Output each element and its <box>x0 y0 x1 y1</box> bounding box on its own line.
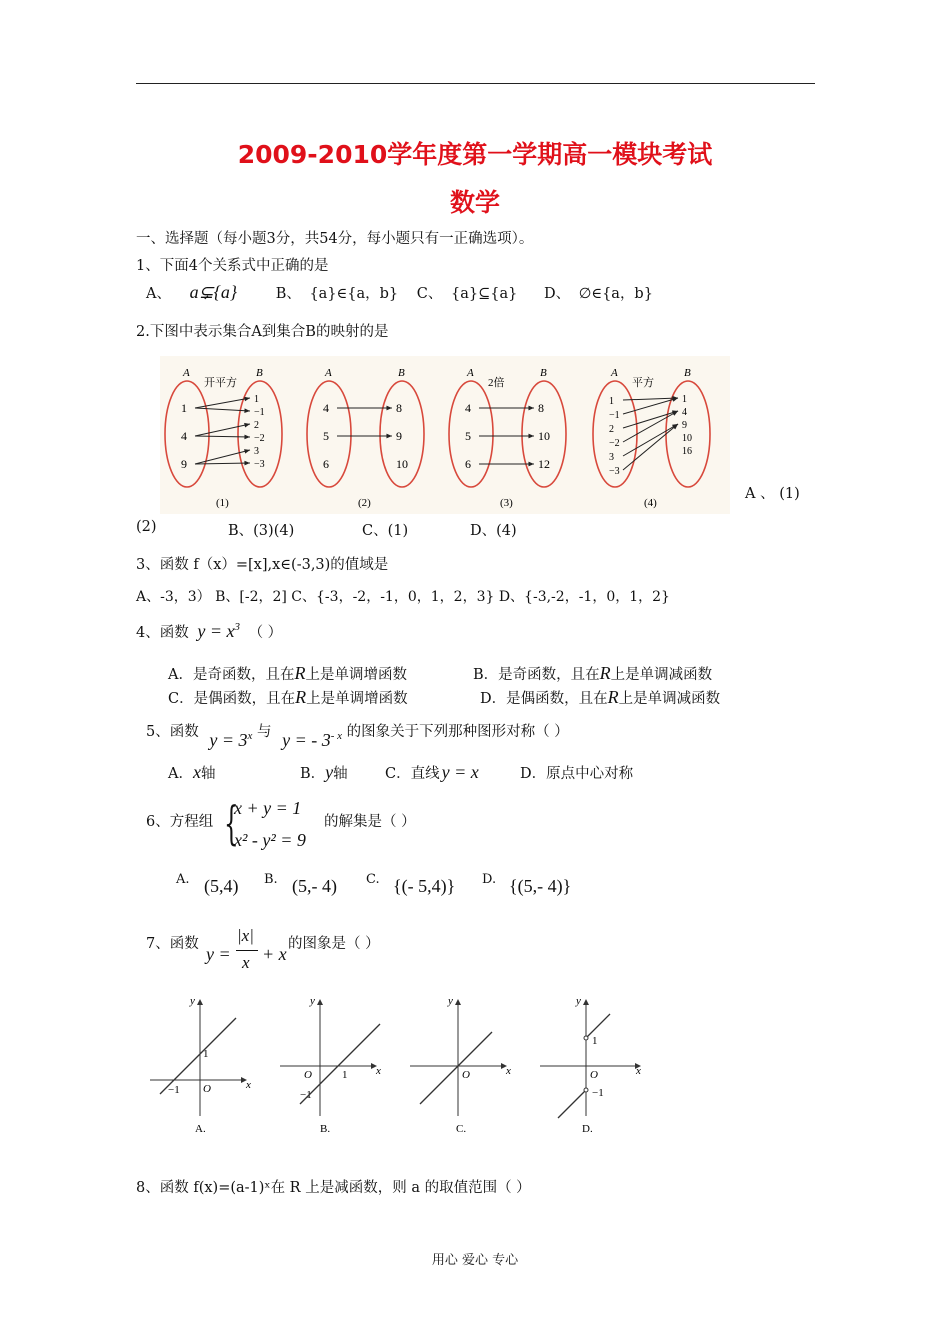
svg-text:y: y <box>576 995 581 1007</box>
set-b-element: −1 <box>254 407 265 418</box>
q4-a-text2: 上是单调增函数 <box>305 667 407 683</box>
svg-text:O: O <box>590 1069 598 1081</box>
q5-a-label: A． <box>168 766 193 782</box>
q1-c-math: {a}⊆{a} <box>451 286 518 302</box>
set-a-element: −2 <box>609 438 620 449</box>
q5-c-math: y = x <box>441 762 479 782</box>
set-a-element: 6 <box>323 457 329 471</box>
svg-text:O: O <box>304 1069 312 1081</box>
q4-d-set: R <box>607 687 619 707</box>
q4-option-d <box>480 687 720 708</box>
q4-option-b <box>473 663 712 684</box>
q4-c-text2: 上是单调增函数 <box>306 691 408 707</box>
q5-f1 <box>209 730 252 750</box>
q4-paren: （ ） <box>248 625 283 641</box>
q7-fraction-bar <box>236 950 258 951</box>
q5-f2 <box>282 730 342 750</box>
svg-text:−1: −1 <box>592 1087 604 1099</box>
q3-stem: 3、函数 f（x）=[x],x∈(-3,3)的值域是 <box>136 557 389 573</box>
q4-a-text: A．是奇函数，且在 <box>168 667 295 683</box>
q6-eq1: x + y = 1 <box>234 798 302 818</box>
svg-text:x: x <box>636 1065 641 1077</box>
exam-title: 2009-2010学年度第一学期高一模块考试 <box>237 140 713 169</box>
q4-option-a <box>168 663 407 684</box>
graph-b-caption: B. <box>320 1123 331 1135</box>
q1-c-label: C、 <box>416 286 443 302</box>
q6-stem: 6、方程组 <box>146 814 214 830</box>
q1-d-label: D、 <box>543 286 571 302</box>
svg-text:y: y <box>190 995 195 1007</box>
set-b-element: 8 <box>396 401 402 415</box>
q4-b-text2: 上是单调减函数 <box>610 667 713 683</box>
set-a-label: A <box>325 367 332 379</box>
q6-brace: { <box>224 796 239 850</box>
q1-b-math: {a}∈{a，b} <box>309 286 399 302</box>
mapping-rule: 开平方 <box>204 377 237 389</box>
exam-subject: 数学 <box>449 188 500 217</box>
q7-y: y = <box>206 944 231 964</box>
set-a-element: 2 <box>609 424 614 435</box>
q6-a-math: (5,4) <box>204 876 239 896</box>
svg-text:x: x <box>376 1065 381 1077</box>
set-b-element: 10 <box>538 429 550 443</box>
svg-text:x: x <box>246 1079 251 1091</box>
q2-option-c: C、(1) <box>362 523 409 539</box>
q2-option-d: D、(4) <box>470 523 517 539</box>
set-b-element: 8 <box>538 401 544 415</box>
set-b-element: 3 <box>254 446 259 457</box>
q5-f1-base: y = 3 <box>209 730 248 750</box>
set-a-element: 3 <box>609 452 614 463</box>
q6-eq2: x² - y² = 9 <box>234 830 306 850</box>
q6-d-label: D. <box>482 872 497 887</box>
q6-a-label: A. <box>176 872 190 887</box>
graph-a-caption: A. <box>195 1123 206 1135</box>
q5-b-math: y <box>325 762 334 782</box>
svg-text:x: x <box>506 1065 511 1077</box>
mapping-diagrams <box>160 356 730 514</box>
q4-function-exp: 3 <box>234 621 240 633</box>
diagram-caption: (4) <box>644 497 657 509</box>
q7-denominator: x <box>242 953 250 972</box>
q6-d-math: {(5,- 4)} <box>509 876 572 896</box>
set-b-element: −3 <box>254 459 265 470</box>
graph-c-caption: C. <box>456 1123 467 1135</box>
set-b-element: 1 <box>254 394 259 405</box>
q1-a-label: A、 <box>146 286 171 302</box>
diagram-caption: (1) <box>216 497 229 509</box>
svg-text:y: y <box>448 995 453 1007</box>
q4-function <box>197 621 240 641</box>
q2-stem: 2.下图中表示集合A到集合B的映射的是 <box>136 324 389 340</box>
svg-text:−1: −1 <box>300 1089 312 1101</box>
set-a-element: 5 <box>323 429 329 443</box>
set-a-label: A <box>611 367 618 379</box>
set-a-element: 4 <box>181 429 187 443</box>
svg-text:y: y <box>310 995 315 1007</box>
q1-stem: 1、下面4个关系式中正确的是 <box>136 258 329 274</box>
q6-b-label: B. <box>264 872 278 887</box>
q5-stem-text: 5、函数 <box>146 724 199 740</box>
set-b-element: 10 <box>682 433 692 444</box>
q5-option-d: D．原点中心对称 <box>520 766 634 782</box>
q4-c-set: R <box>295 687 307 707</box>
header-rule <box>136 83 815 84</box>
graph-c <box>410 995 511 1135</box>
set-b-element: 12 <box>538 457 550 471</box>
q5-b-text: 轴 <box>333 766 348 782</box>
q2-option-a: A 、 (1) <box>745 486 800 502</box>
q4-a-set: R <box>294 663 306 683</box>
set-b-element: 2 <box>254 420 259 431</box>
set-b-element: −2 <box>254 433 265 444</box>
page-footer: 用心 爱心 专心 <box>431 1253 519 1268</box>
q4-c-text: C．是偶函数，且在 <box>168 691 296 707</box>
section-heading: 一、选择题（每小题3分，共54分，每小题只有一正确选项）。 <box>136 231 534 247</box>
svg-text:1: 1 <box>203 1048 209 1060</box>
svg-text:O: O <box>203 1083 211 1095</box>
q6-c-label: C. <box>366 872 380 887</box>
mapping-rule: 2倍 <box>488 377 505 389</box>
q5-b-label: B． <box>300 766 326 782</box>
q5-a-math: x <box>192 762 201 782</box>
q2-option-a-cont: (2) <box>136 519 157 535</box>
set-b-element: 4 <box>682 407 687 418</box>
q5-with: 与 <box>256 724 272 740</box>
q8-stem: 8、函数 f(x)=(a-1)ˣ在 R 上是减函数，则 a 的取值范围（ ） <box>136 1180 531 1196</box>
svg-text:O: O <box>462 1069 470 1081</box>
diagram-caption: (2) <box>358 497 371 509</box>
set-a-element: −3 <box>609 466 620 477</box>
q7-tail: 的图象是（ ） <box>288 936 380 952</box>
set-b-label: B <box>684 367 691 379</box>
set-a-element: −1 <box>609 410 620 421</box>
q1-options <box>146 282 653 303</box>
q2-option-b: B、(3)(4) <box>228 523 295 539</box>
svg-text:1: 1 <box>592 1035 598 1047</box>
set-b-label: B <box>398 367 405 379</box>
q5-c-label: C．直线 <box>385 766 440 782</box>
q5-f2-exp: - x <box>330 730 343 742</box>
q7-numerator: |x| <box>237 926 254 945</box>
svg-text:1: 1 <box>342 1069 348 1081</box>
q4-stem <box>136 621 282 642</box>
q1-b-label: B、 <box>275 286 301 302</box>
q5-f1-exp: x <box>247 730 253 742</box>
set-b-label: B <box>256 367 263 379</box>
q4-function-base: y = x <box>197 621 235 641</box>
set-a-element: 4 <box>465 401 471 415</box>
q4-b-set: R <box>599 663 611 683</box>
q5-option-b <box>300 762 348 783</box>
q4-b-text: B．是奇函数，且在 <box>473 667 600 683</box>
set-a-label: A <box>183 367 190 379</box>
q4-d-text2: 上是单调减函数 <box>618 691 721 707</box>
q7-graphs <box>140 992 660 1138</box>
q6-tail: 的解集是（ ） <box>324 814 416 830</box>
q3-options: A、-3，3） B、[-2，2] C、{-3，-2，-1，0，1，2，3} D、{-3,-2，-1，0，1，2} <box>136 589 670 605</box>
q6-b-math: (5,- 4) <box>292 876 337 896</box>
set-b-element: 1 <box>682 394 687 405</box>
diagram-caption: (3) <box>500 497 513 509</box>
q6-c-math: {(- 5,4)} <box>393 876 456 896</box>
q5-tail: 的图象关于下列那种图形对称（ ） <box>346 724 569 740</box>
q5-option-a <box>168 762 215 783</box>
q1-d-math: ∅∈{a，b} <box>578 286 653 302</box>
graph-d-caption: D. <box>582 1123 593 1135</box>
set-a-element: 5 <box>465 429 471 443</box>
mapping-rule: 平方 <box>632 377 654 389</box>
q4-option-c <box>168 687 408 708</box>
q5-stem <box>146 720 569 750</box>
graph-a <box>150 995 251 1135</box>
q1-a-math: a⊊{a} <box>189 282 238 302</box>
set-a-element: 9 <box>181 457 187 471</box>
q7-plus-x: + x <box>262 944 287 964</box>
set-b-element: 16 <box>682 446 692 457</box>
q4-stem-text: 4、函数 <box>136 625 189 641</box>
set-a-element: 4 <box>323 401 329 415</box>
q5-a-text: 轴 <box>200 766 216 782</box>
q4-d-text: D．是偶函数，且在 <box>480 691 608 707</box>
graph-d <box>540 995 641 1135</box>
set-b-label: B <box>540 367 547 379</box>
q7-stem: 7、函数 <box>146 936 199 952</box>
graph-b <box>280 995 381 1135</box>
set-b-element: 10 <box>396 457 408 471</box>
q5-option-c <box>385 762 479 783</box>
q5-f2-base: y = - 3 <box>282 730 331 750</box>
svg-text:−1: −1 <box>168 1084 180 1096</box>
set-b-element: 9 <box>396 429 402 443</box>
set-a-element: 6 <box>465 457 471 471</box>
set-a-element: 1 <box>181 401 187 415</box>
set-a-element: 1 <box>609 396 614 407</box>
set-b-element: 9 <box>682 420 687 431</box>
set-a-label: A <box>467 367 474 379</box>
